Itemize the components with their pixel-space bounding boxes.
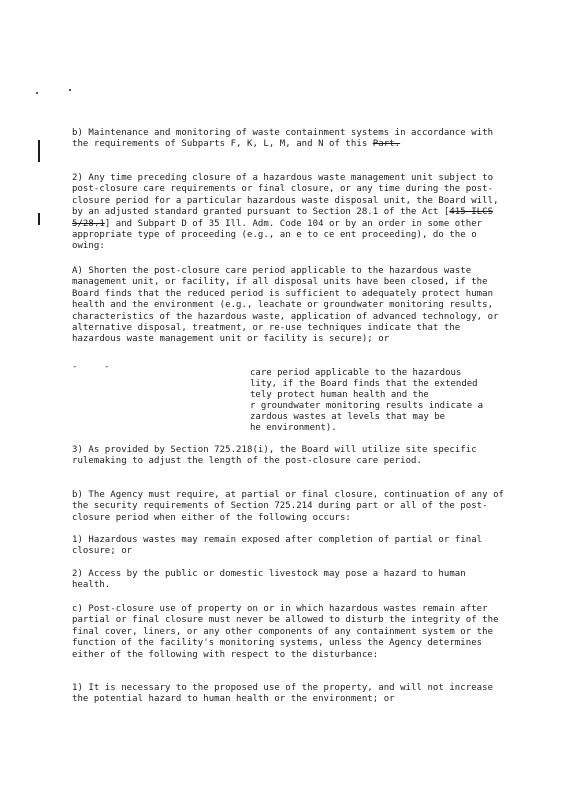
struck-text: Part. <box>372 139 401 150</box>
paragraph-b-agency-security: b) The Agency must require, at partial or final closure, continuation of any of the security requirements of Section 725.214 during part or all of the post-closure period when either of the following occurs: <box>72 490 505 523</box>
paragraph-A-shorten: A) Shorten the post-closure care period applicable to the hazardous waste management unit, or facility, if all disposal units have been closed, if the Board finds that the reduced period is sufficient to adequately protect human health and the environment (e.g., leachate or groundwater monitoring results, characteristics of the hazardous waste, application of advanced technology, or alternative disposal, treatment, or re-use techniques indicate that the hazardous waste management unit or facility is secure); or <box>72 266 499 345</box>
obscured-marker: - <box>104 362 110 372</box>
obscured-marker: - <box>72 362 78 372</box>
paragraph-text: b) Maintenance and monitoring of waste containment systems in accordance with the requirements of Subparts F, K, L, M, and N of this <box>72 128 494 150</box>
paragraph-B-fragment: care period applicable to the hazardous <box>250 368 462 378</box>
scan-speck <box>69 89 71 91</box>
paragraph-2-board-adjustment <box>72 173 508 253</box>
paragraph-c-post-closure-use: c) Post-closure use of property on or in which hazardous wastes remain after partial or final closure must never be allowed to disturb the integrity of the final cover, liners, or any other components of any containment system or the function of the facility's monitoring systems, unless the Agency determines either of the following with respect to the disturbance: <box>72 604 499 660</box>
paragraph-B-fragment: tely protect human health and the <box>250 390 429 400</box>
paragraph-text: ] and Subpart D of 35 Ill. Adm. Code 104 or by an order in some other appropriate type of proceeding (e.g., an e to ce ent proceeding), do the o owing: <box>72 218 483 252</box>
scan-speck <box>36 92 38 94</box>
paragraph-1-exposed-wastes: 1) Hazardous wastes may remain exposed after completion of partial or final closure; or <box>72 535 483 557</box>
paragraph-3-site-specific: 3) As provided by Section 725.218(i), the Board will utilize site specific rulemaking to adjust the length of the post-closure care period. <box>72 445 477 467</box>
paragraph-1-necessary-use: 1) It is necessary to the proposed use of the property, and will not increase the potential hazard to human health or the environment; or <box>72 683 494 705</box>
change-bar <box>38 140 40 162</box>
paragraph-B-fragment: lity, if the Board finds that the extended <box>250 379 478 389</box>
paragraph-text: 2) Any time preceding closure of a hazardous waste management unit subject to post-closure care requirements or final closure, or any time during the post-closure period for a particular hazardous waste disposal unit, the Board will, by an adjusted standard granted pursuant to Section 28.1 of the Act [ <box>72 173 499 218</box>
change-bar <box>38 213 40 225</box>
paragraph-B-fragment: he environment). <box>250 423 337 433</box>
paragraph-b-maintenance <box>72 128 508 151</box>
struck-citation: 415 ILCS 5/28.1 <box>72 207 494 229</box>
paragraph-B-fragment: zardous wastes at levels that may be <box>250 412 446 422</box>
paragraph-2-public-access: 2) Access by the public or domestic livestock may pose a hazard to human health. <box>72 569 466 591</box>
paragraph-B-fragment: r groundwater monitoring results indicate a <box>250 401 483 411</box>
